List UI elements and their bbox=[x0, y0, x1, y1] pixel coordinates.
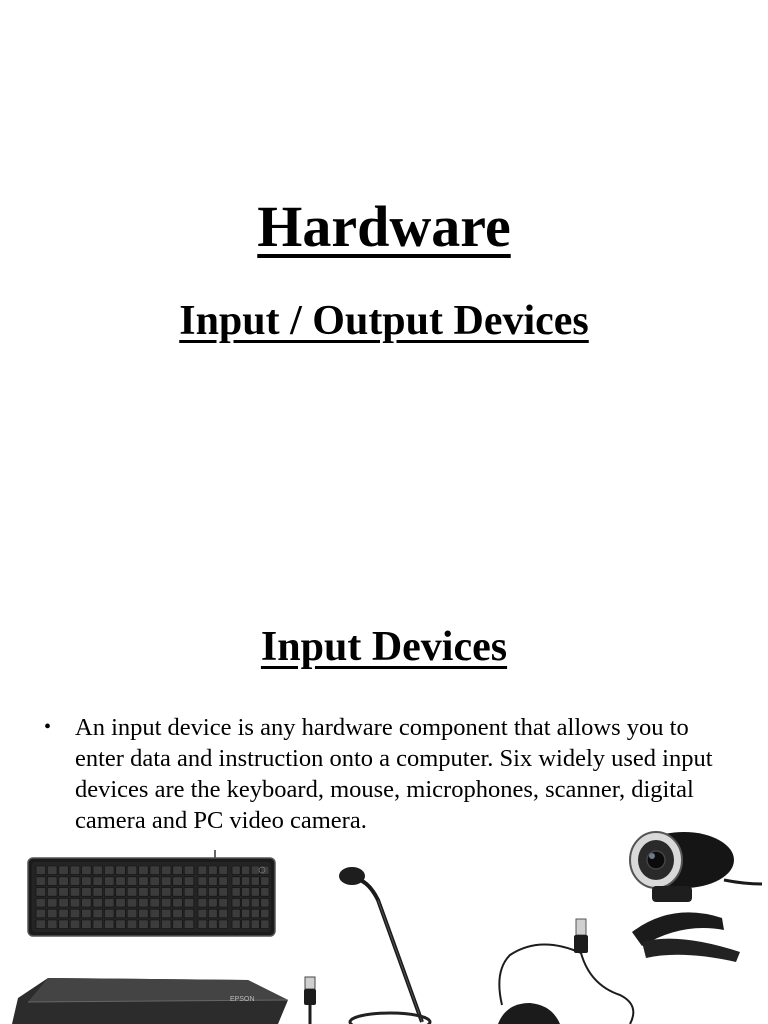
keyboard-key bbox=[127, 898, 137, 907]
keyboard-key bbox=[36, 866, 46, 875]
keyboard-key bbox=[173, 888, 183, 897]
keyboard-key bbox=[251, 888, 259, 897]
keyboard-key bbox=[70, 888, 80, 897]
keyboard-key bbox=[198, 888, 207, 897]
keyboard-key bbox=[70, 866, 80, 875]
keyboard-key bbox=[82, 898, 92, 907]
keyboard-key bbox=[232, 888, 240, 897]
keyboard-key bbox=[150, 898, 160, 907]
keyboard-key bbox=[36, 898, 46, 907]
keyboard-key bbox=[139, 898, 149, 907]
keyboard-key bbox=[161, 898, 171, 907]
bullet-text: An input device is any hardware component that allows you to enter data and instruction onto a computer. Six widely used input devices are the keyboard, mouse, microphones, scanner, digital camera and PC video camera. bbox=[75, 714, 713, 834]
keyboard-key bbox=[161, 920, 171, 929]
keyboard-key bbox=[198, 920, 207, 929]
keyboard-key bbox=[161, 888, 171, 897]
keyboard-key bbox=[173, 877, 183, 886]
keyboard-key bbox=[208, 877, 217, 886]
keyboard-key bbox=[251, 898, 259, 907]
scanner-image bbox=[8, 974, 290, 1024]
keyboard-key bbox=[59, 909, 69, 918]
keyboard-key bbox=[261, 920, 269, 929]
keyboard-key bbox=[82, 920, 92, 929]
keyboard-key bbox=[70, 877, 80, 886]
keyboard-key bbox=[161, 909, 171, 918]
keyboard-key bbox=[82, 888, 92, 897]
keyboard-key bbox=[242, 898, 250, 907]
keyboard-key bbox=[232, 920, 240, 929]
keyboard-key bbox=[93, 866, 103, 875]
keyboard-key bbox=[219, 909, 228, 918]
keyboard-key bbox=[232, 877, 240, 886]
keyboard-key bbox=[36, 909, 46, 918]
keyboard-key bbox=[127, 920, 137, 929]
keyboard-key bbox=[208, 888, 217, 897]
slide-title: Hardware bbox=[257, 194, 511, 259]
keyboard-key bbox=[59, 866, 69, 875]
bullet-item bbox=[44, 712, 734, 836]
keyboard-key bbox=[198, 877, 207, 886]
keyboard-key bbox=[59, 877, 69, 886]
keyboard-key bbox=[208, 920, 217, 929]
keyboard-key bbox=[232, 898, 240, 907]
keyboard-key bbox=[208, 909, 217, 918]
keyboard-key bbox=[36, 920, 46, 929]
keyboard-key bbox=[127, 888, 137, 897]
keyboard-key bbox=[104, 909, 114, 918]
keyboard-key bbox=[104, 877, 114, 886]
keyboard-key bbox=[219, 877, 228, 886]
bullet-icon: • bbox=[44, 716, 52, 738]
keyboard-key bbox=[70, 898, 80, 907]
keyboard-key bbox=[82, 909, 92, 918]
keyboard-key bbox=[261, 909, 269, 918]
keyboard-key bbox=[93, 888, 103, 897]
keyboard-key bbox=[242, 888, 250, 897]
keyboard-key bbox=[232, 909, 240, 918]
keyboard-key bbox=[242, 877, 250, 886]
keyboard-key bbox=[184, 866, 194, 875]
keyboard-key bbox=[104, 866, 114, 875]
keyboard-key bbox=[198, 909, 207, 918]
keyboard-key bbox=[104, 898, 114, 907]
slide-subtitle: Input / Output Devices bbox=[179, 298, 589, 344]
keyboard-key bbox=[251, 920, 259, 929]
keyboard-key bbox=[139, 909, 149, 918]
keyboard-key bbox=[219, 866, 228, 875]
keyboard-key bbox=[184, 898, 194, 907]
keyboard-key bbox=[150, 866, 160, 875]
keyboard-key bbox=[70, 909, 80, 918]
keyboard-key bbox=[261, 877, 269, 886]
keyboard-image bbox=[26, 848, 278, 940]
mouse-image bbox=[480, 915, 650, 1024]
keyboard-key bbox=[47, 920, 57, 929]
keyboard-key bbox=[47, 877, 57, 886]
keyboard-key bbox=[59, 888, 69, 897]
usb-connector-image bbox=[300, 975, 320, 1024]
keyboard-key bbox=[127, 877, 137, 886]
keyboard-key bbox=[47, 888, 57, 897]
keyboard-key bbox=[116, 909, 126, 918]
keyboard-key bbox=[116, 866, 126, 875]
keyboard-key bbox=[161, 866, 171, 875]
keyboard-key bbox=[173, 909, 183, 918]
keyboard-key bbox=[251, 866, 259, 875]
keyboard-key bbox=[208, 898, 217, 907]
keyboard-key bbox=[47, 909, 57, 918]
keyboard-key bbox=[116, 888, 126, 897]
keyboard-key bbox=[232, 866, 240, 875]
keyboard-key bbox=[242, 909, 250, 918]
keyboard-key bbox=[184, 877, 194, 886]
keyboard-key bbox=[184, 909, 194, 918]
bullet-list bbox=[44, 712, 734, 836]
keyboard-key bbox=[251, 909, 259, 918]
keyboard-key bbox=[104, 888, 114, 897]
keyboard-key bbox=[82, 877, 92, 886]
keyboard-key bbox=[251, 877, 259, 886]
keyboard-key bbox=[173, 866, 183, 875]
keyboard-key bbox=[150, 888, 160, 897]
keyboard-key bbox=[127, 866, 137, 875]
keyboard-key bbox=[208, 866, 217, 875]
keyboard-key bbox=[242, 920, 250, 929]
keyboard-key bbox=[93, 920, 103, 929]
keyboard-key bbox=[150, 877, 160, 886]
keyboard-key bbox=[93, 898, 103, 907]
keyboard-key bbox=[116, 920, 126, 929]
keyboard-key bbox=[36, 888, 46, 897]
keyboard-key bbox=[93, 877, 103, 886]
keyboard-key bbox=[139, 888, 149, 897]
keyboard-key bbox=[127, 909, 137, 918]
keyboard-key bbox=[219, 898, 228, 907]
keyboard-key bbox=[219, 920, 228, 929]
keyboard-key bbox=[184, 920, 194, 929]
keyboard-key bbox=[139, 866, 149, 875]
keyboard-key bbox=[116, 877, 126, 886]
keyboard-key bbox=[139, 877, 149, 886]
keyboard-key bbox=[198, 898, 207, 907]
keyboard-key bbox=[242, 866, 250, 875]
keyboard-key bbox=[173, 920, 183, 929]
keyboard-key bbox=[70, 920, 80, 929]
keyboard-key bbox=[104, 920, 114, 929]
keyboard-key bbox=[59, 898, 69, 907]
keyboard-key bbox=[82, 866, 92, 875]
keyboard-key bbox=[261, 898, 269, 907]
section-title: Input Devices bbox=[260, 624, 508, 670]
keyboard-key bbox=[139, 920, 149, 929]
keyboard-key bbox=[36, 877, 46, 886]
keyboard-key bbox=[198, 866, 207, 875]
keyboard-key bbox=[261, 888, 269, 897]
keyboard-key bbox=[116, 898, 126, 907]
keyboard-key bbox=[47, 898, 57, 907]
keyboard-key bbox=[150, 920, 160, 929]
keyboard-key bbox=[47, 866, 57, 875]
scanner-brand-text: EPSON bbox=[230, 996, 255, 1003]
keyboard-key bbox=[93, 909, 103, 918]
keyboard-key bbox=[161, 877, 171, 886]
keyboard-key bbox=[150, 909, 160, 918]
keyboard-key bbox=[173, 898, 183, 907]
keyboard-key bbox=[184, 888, 194, 897]
keyboard-key bbox=[59, 920, 69, 929]
microphone-image bbox=[330, 860, 440, 1024]
keyboard-key bbox=[219, 888, 228, 897]
